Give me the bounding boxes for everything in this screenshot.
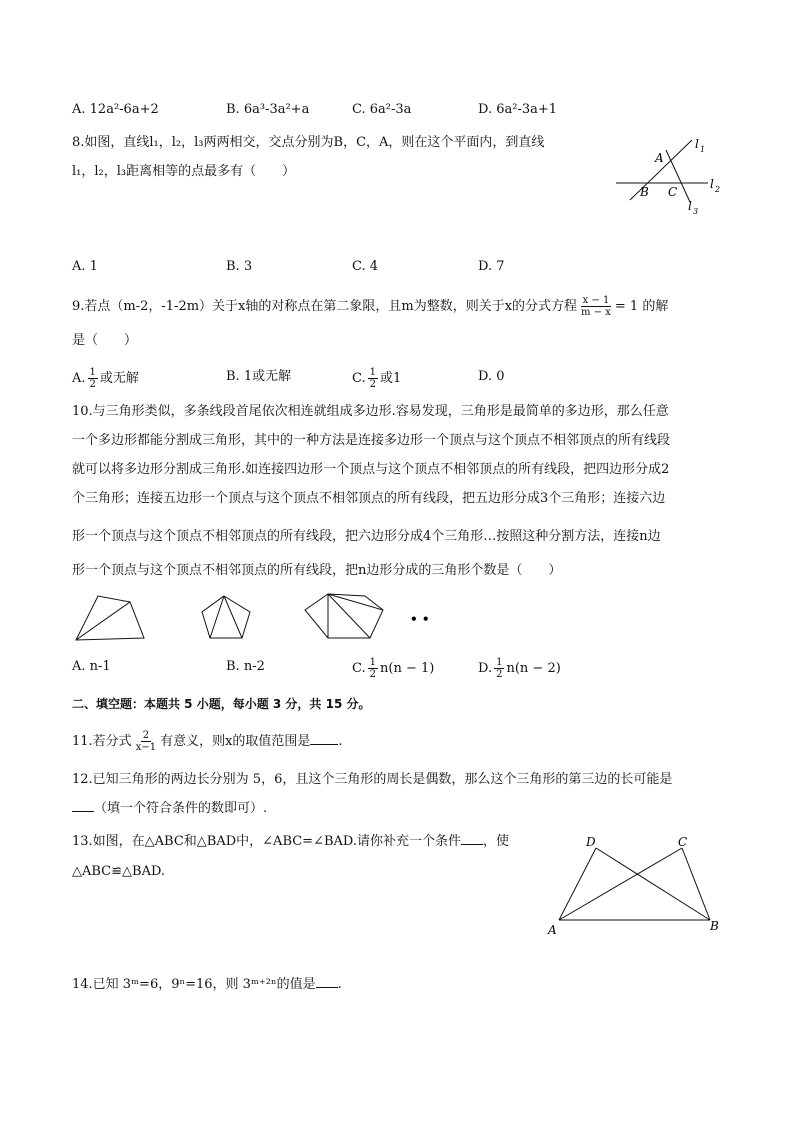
q10-option-d-text: n(n − 2)	[506, 661, 561, 676]
q9-option-a-num: 1	[89, 367, 96, 378]
q10-option-c-den: 2	[369, 669, 376, 680]
q9-option-a-letter: A.	[72, 371, 86, 386]
q12-text-line2-content: （填一个符合条件的数即可）.	[94, 801, 268, 816]
q9-equation-fraction	[579, 295, 613, 318]
q10-option-d-den: 2	[496, 669, 503, 680]
q8-lines-figure	[610, 132, 730, 222]
q8-text-line1: 8.如图，直线l₁，l₂，l₃两两相交，交点分别为B，C，A，则在这个平面内，到直线	[72, 135, 545, 150]
q10-text-line1: 10.与三角形类似，多条线段首尾依次相连就组成多边形.容易发现，三角形是最简单的多边形，那么任意	[72, 404, 669, 419]
q10-hexagon	[305, 594, 383, 638]
q9-option-c-num: 1	[369, 367, 376, 378]
q13-triangles-figure	[540, 830, 730, 940]
q11-fraction-den: x−1	[135, 742, 157, 753]
q9-fraction-denominator: m − x	[581, 307, 611, 318]
q11-fraction	[134, 730, 158, 753]
q8-label-l3-sub: 3	[693, 207, 699, 216]
q9-option-c-text: 或1	[380, 371, 402, 386]
q9-option-a-fraction	[88, 367, 98, 390]
q10-option-d	[478, 657, 561, 680]
q7-option-d: D. 6a²-3a+1	[478, 102, 558, 117]
q8-option-a: A. 1	[72, 259, 98, 274]
q10-option-c-text: n(n − 1)	[380, 661, 435, 676]
q12-answer-blank[interactable]	[72, 799, 94, 812]
q12-text-line1: 12.已知三角形的两边长分别为 5，6，且这个三角形的周长是偶数，那么这个三角形的第三边的长可能是	[72, 772, 673, 787]
q10-quad-diagonal	[76, 602, 130, 640]
q10-option-d-letter: D.	[478, 661, 493, 676]
q10-pent-diagonal2	[210, 596, 224, 638]
q10-option-a: A. n-1	[72, 659, 111, 674]
q12-text-line2	[72, 799, 267, 819]
q10-option-d-num: 1	[496, 657, 503, 668]
q8-label-l3: l	[688, 199, 692, 213]
q9-option-a-text: 或无解	[99, 371, 139, 386]
q10-option-c	[352, 657, 434, 680]
q8-label-l1-sub: 1	[700, 145, 706, 154]
q10-option-d-fraction	[494, 657, 504, 680]
q9-option-c-fraction	[368, 367, 378, 390]
section-fill-in-heading: 二、填空题：本题共 5 小题，每小题 3 分，共 15 分。	[72, 697, 371, 711]
q9-option-c-den: 2	[369, 379, 376, 390]
q9-fraction-numerator: x − 1	[582, 295, 610, 306]
q13-label-b: B	[710, 919, 719, 933]
q8-label-l2-sub: 2	[715, 185, 721, 194]
q8-label-c: C	[668, 185, 678, 199]
q9-option-c-letter: C.	[352, 371, 366, 386]
q8-option-b: B. 3	[226, 259, 253, 274]
q10-option-c-num: 1	[369, 657, 376, 668]
q13-label-c: C	[678, 835, 688, 849]
q11-text	[72, 730, 343, 753]
q11-fraction-num: 2	[142, 730, 150, 741]
q13-text-pre: 13.如图，在△ABC和△BAD中，∠ABC=∠BAD.请你补充一个条件	[72, 834, 462, 849]
q10-text-line3: 就可以将多边形分割成三角形.如连接四边形一个顶点与这个顶点不相邻顶点的所有线段，把四边形分成2	[72, 462, 670, 477]
q9-option-d: D. 0	[478, 369, 505, 384]
q11-text-post: 有意义，则x的取值范围是	[160, 734, 311, 749]
q11-answer-blank[interactable]	[310, 732, 338, 745]
q10-text-line6: 形一个顶点与这个顶点不相邻顶点的所有线段，把n边形分成的三角形个数是（ ）	[72, 563, 562, 578]
q9-option-a	[72, 367, 139, 390]
q8-label-a: A	[655, 151, 664, 165]
q10-option-b: B. n-2	[226, 659, 265, 674]
q8-label-l1: l	[695, 137, 699, 151]
q10-polygons-figure	[70, 588, 440, 646]
q11-text-end: .	[338, 734, 343, 749]
q7-option-a: A. 12a²-6a+2	[72, 102, 159, 117]
q9-text-post: = 1 的解	[614, 299, 669, 314]
q11-text-pre: 11.若分式	[72, 734, 132, 749]
q8-label-b: B	[640, 185, 649, 199]
q8-label-l2: l	[710, 177, 714, 191]
q10-option-c-letter: C.	[352, 661, 366, 676]
q13-answer-blank[interactable]	[461, 832, 483, 845]
q7-option-c: C. 6a²-3a	[352, 102, 412, 117]
q14-text-end: .	[337, 977, 342, 992]
q13-label-a: A	[548, 923, 557, 937]
q9-text-line2: 是（ ）	[72, 333, 138, 348]
q9-option-a-den: 2	[89, 379, 96, 390]
q8-option-d: D. 7	[478, 259, 505, 274]
q13-text-post: ，使	[483, 834, 510, 849]
q13-text-line2: △ABC≌△BAD.	[72, 864, 166, 879]
q13-segment-bc	[682, 848, 710, 920]
q10-option-c-fraction	[368, 657, 378, 680]
q14-text	[72, 975, 342, 995]
q10-pent-diagonal1	[224, 596, 242, 638]
q10-ellipsis: • •	[410, 612, 430, 626]
q13-segment-bd	[596, 848, 710, 920]
q9-option-c	[352, 367, 401, 390]
q10-text-line4: 个三角形；连接五边形一个顶点与这个顶点不相邻顶点的所有线段，把五边形分成3个三角形；连接六边	[72, 491, 666, 506]
q8-text-line2: l₁，l₂，l₃距离相等的点最多有（ ）	[72, 164, 296, 179]
q13-label-d: D	[586, 835, 596, 849]
q9-text-pre: 9.若点（m-2，-1-2m）关于x轴的对称点在第二象限，且m为整数，则关于x的分式方程	[72, 299, 578, 314]
q9-option-b: B. 1或无解	[226, 369, 292, 384]
q14-answer-blank[interactable]	[316, 975, 338, 988]
q14-text-pre: 14.已知 3ᵐ=6，9ⁿ=16，则 3ᵐ⁺²ⁿ的值是	[72, 977, 316, 992]
q7-option-b: B. 6a³-3a²+a	[226, 102, 310, 117]
q10-text-line5: 形一个顶点与这个顶点不相邻顶点的所有线段，把六边形分成4个三角形…按照这种分割方法，连接n边	[72, 529, 661, 544]
q10-text-line2: 一个多边形都能分割成三角形，其中的一种方法是连接多边形一个顶点与这个顶点不相邻顶点的所有线段	[72, 433, 671, 448]
q10-pentagon	[202, 596, 250, 638]
q8-option-c: C. 4	[352, 259, 379, 274]
q9-text-line1	[72, 295, 668, 318]
q13-text-line1	[72, 832, 509, 852]
